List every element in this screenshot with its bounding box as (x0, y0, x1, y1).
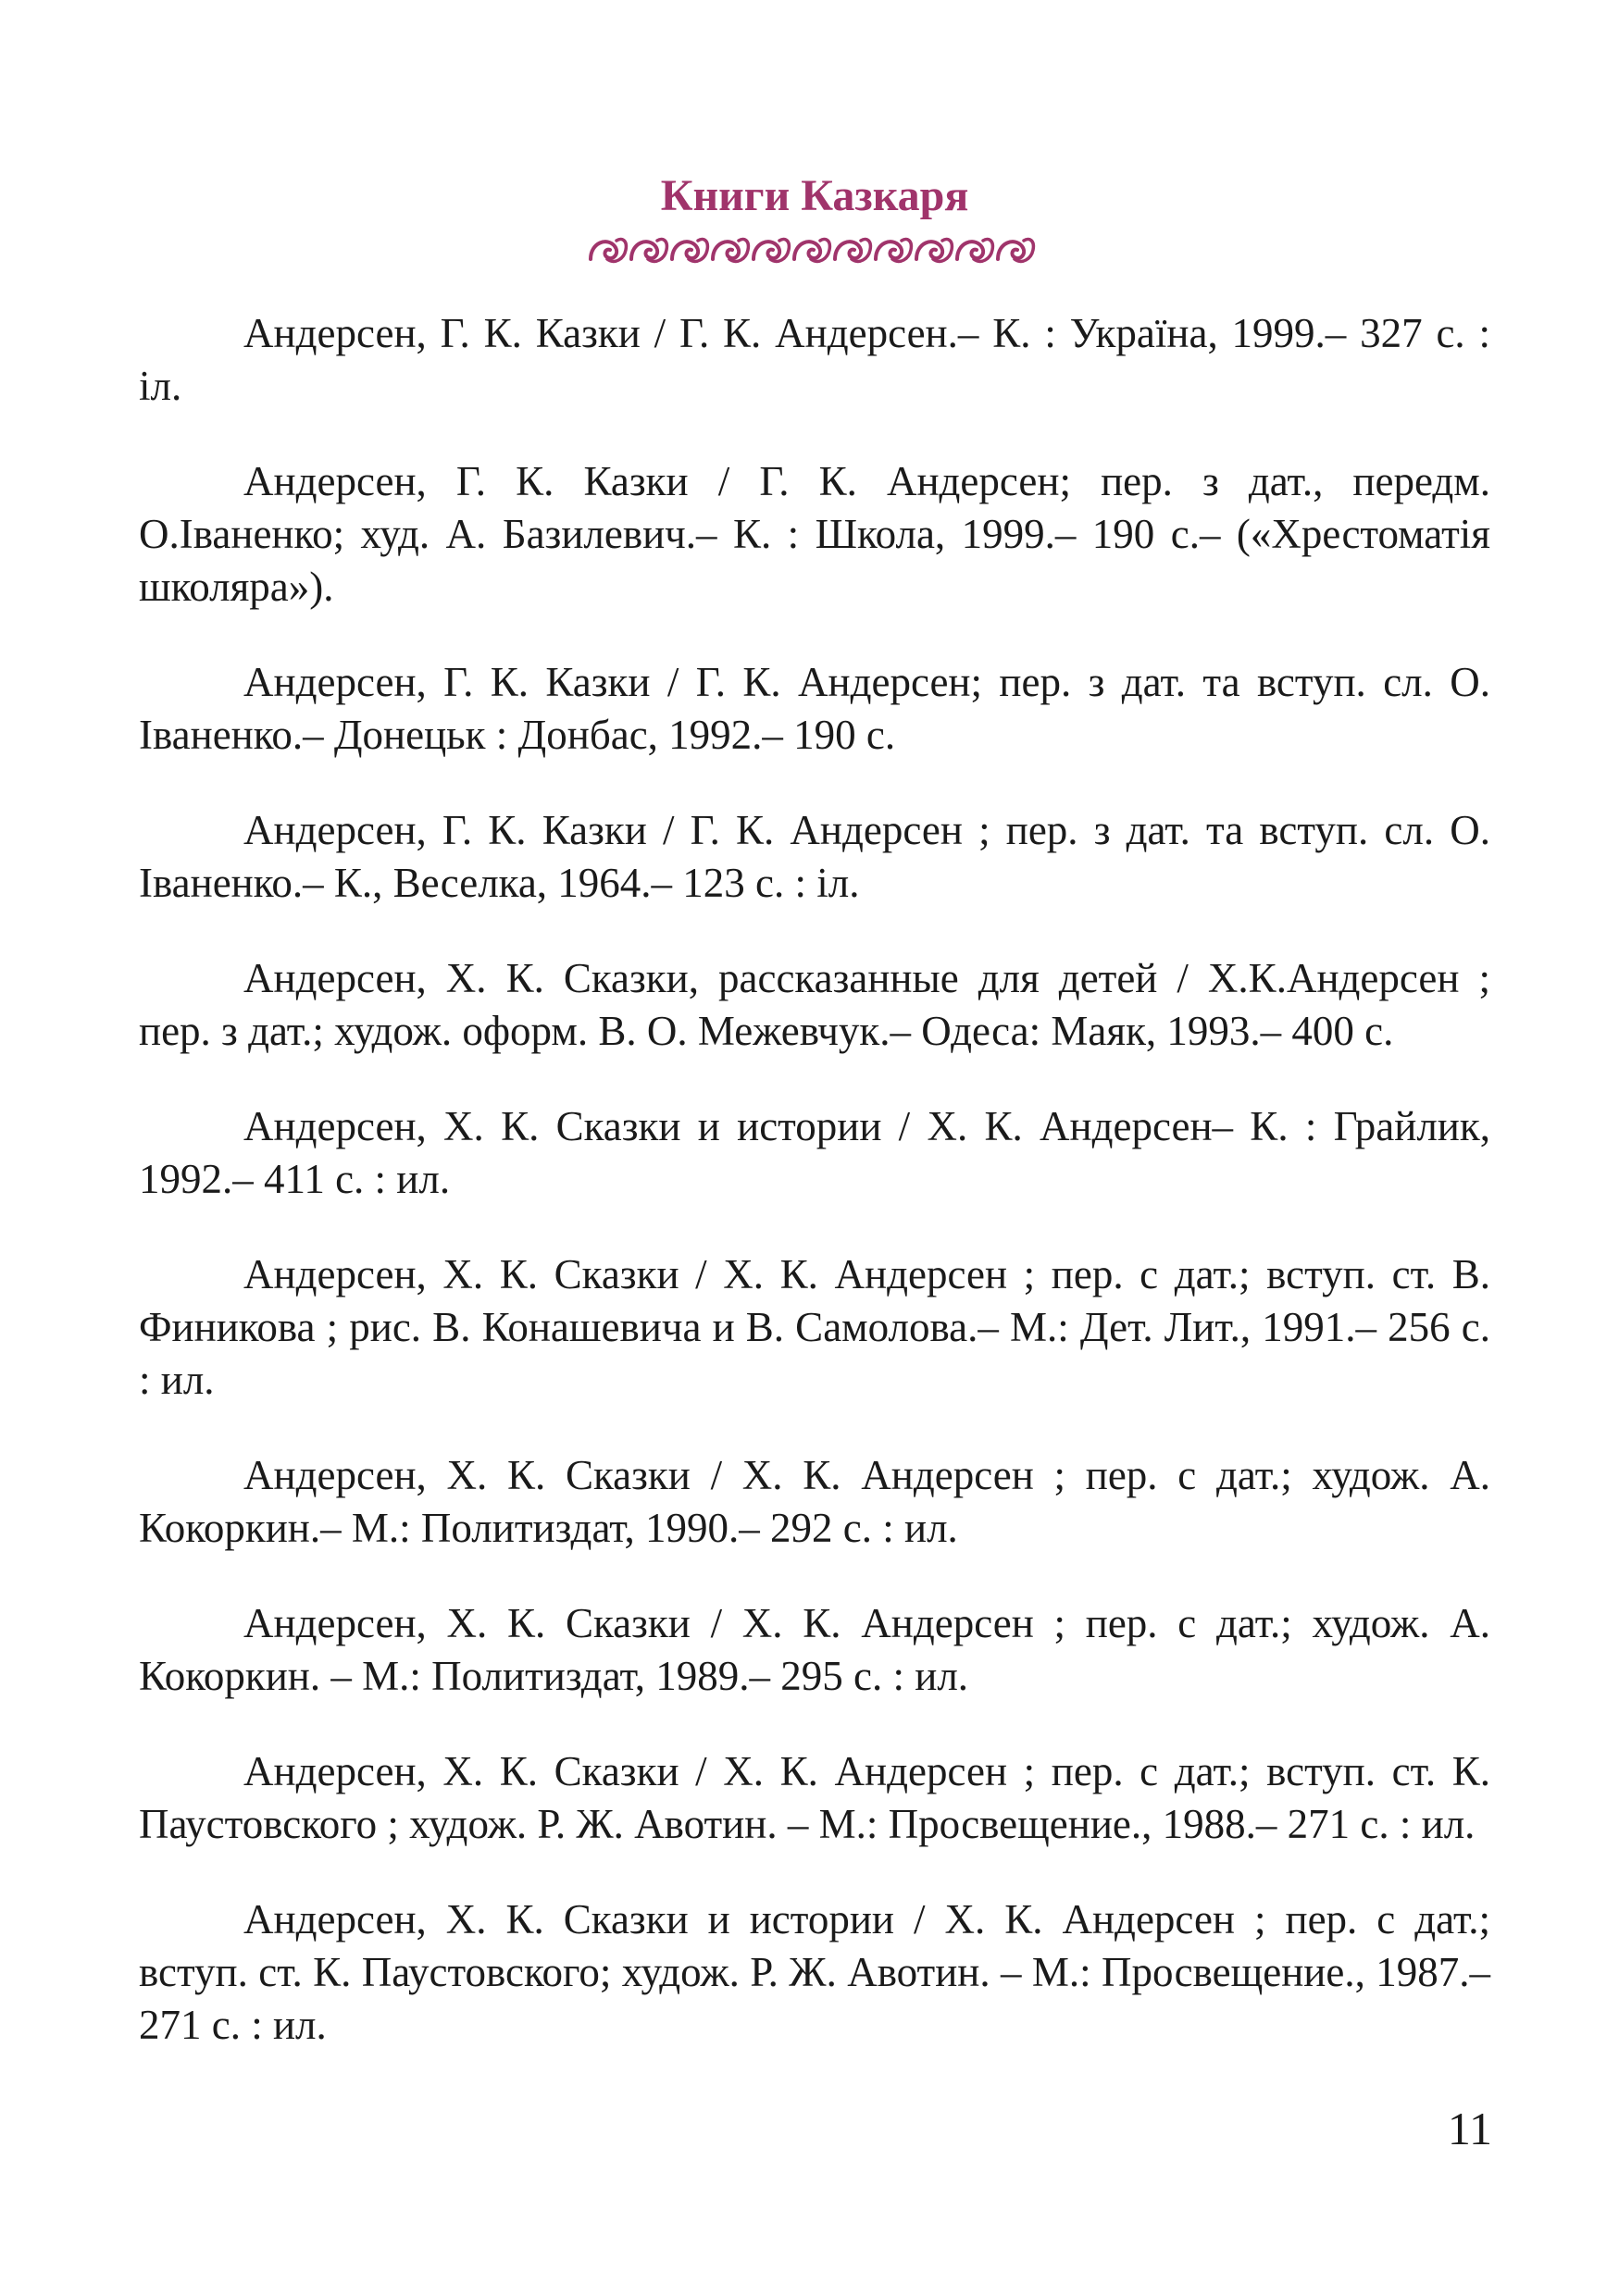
swirl-ornament-unit (753, 239, 789, 261)
bibliography-entry: Андерсен, Г. К. Казки / Г. К. Андерсен; пер. з дат., передм. О.Іваненко; худ. А. Базилевич.– К. : Школа, 1999.– 190 с.– («Хрестоматія школяра»). (139, 458, 1490, 610)
swirl-ornament-unit (998, 239, 1033, 261)
bibliography-entry: Андерсен, Х. К. Сказки / Х. К. Андерсен ; пер. с дат.; вступ. ст. В. Финикова ; рис. В. Конашевича и В. Самолова.– М.: Дет. Лит., 1991.– 256 с. : ил. (139, 1251, 1490, 1403)
bibliography-entry: Андерсен, Х. К. Сказки / Х. К. Андерсен ; пер. с дат.; худож. А. Кокоркин. – М.: Политиздат, 1989.– 295 с. : ил. (139, 1600, 1490, 1699)
page-number: 11 (1447, 2103, 1492, 2154)
bibliography-entry: Андерсен, Х. К. Сказки, рассказанные для детей / Х.К.Андерсен ; пер. з дат.; худож. оформ. В. О. Межевчук.– Одеса: Маяк, 1993.– 400 с. (139, 955, 1490, 1054)
bibliography-list (139, 307, 1490, 2052)
page-title: Книги Казкаря (660, 171, 969, 220)
swirl-ornament-unit (916, 239, 952, 261)
swirl-ornament-unit (713, 239, 748, 261)
swirl-ornament-unit (957, 239, 992, 261)
swirl-ornament-unit (835, 239, 870, 261)
swirl-ornament-unit (631, 239, 666, 261)
bibliography-entry: Андерсен, Г. К. Казки / Г. К. Андерсен.– К. : Україна, 1999.– 327 с. : іл. (139, 310, 1490, 409)
swirl-ornament-unit (876, 239, 911, 261)
bibliography-entry: Андерсен, Х. К. Сказки и истории / Х. К. Андерсен– К. : Грайлик, 1992.– 411 с. : ил. (139, 1103, 1490, 1202)
swirl-ornament-unit (591, 239, 626, 261)
swirl-ornament-unit (672, 239, 707, 261)
bibliography-entry: Андерсен, Х. К. Сказки / Х. К. Андерсен ; пер. с дат.; худож. А. Кокоркин.– М.: Политиздат, 1990.– 292 с. : ил. (139, 1452, 1490, 1551)
bibliography-entry: Андерсен, Г. К. Казки / Г. К. Андерсен; пер. з дат. та вступ. сл. О. Іваненко.– Донецьк : Донбас, 1992.– 190 с. (139, 659, 1490, 758)
bibliography-entry: Андерсен, Г. К. Казки / Г. К. Андерсен ; пер. з дат. та вступ. сл. О. Іваненко.– К., Веселка, 1964.– 123 с. : іл. (139, 807, 1490, 906)
bibliography-entry: Андерсен, Х. К. Сказки и истории / Х. К. Андерсен ; пер. с дат.; вступ. ст. К. Паустовского; худож. Р. Ж. Авотин. – М.: Просвещение., 1987.– 271 с. : ил. (139, 1896, 1490, 2048)
swirl-ornament-icon (581, 230, 1048, 267)
bibliography-entry: Андерсен, Х. К. Сказки / Х. К. Андерсен ; пер. с дат.; вступ. ст. К. Паустовского ; худож. Р. Ж. Авотин. – М.: Просвещение., 1988.– 271 с. : ил. (139, 1748, 1490, 1847)
swirl-ornament-unit (794, 239, 829, 261)
page-body (139, 167, 1490, 2094)
